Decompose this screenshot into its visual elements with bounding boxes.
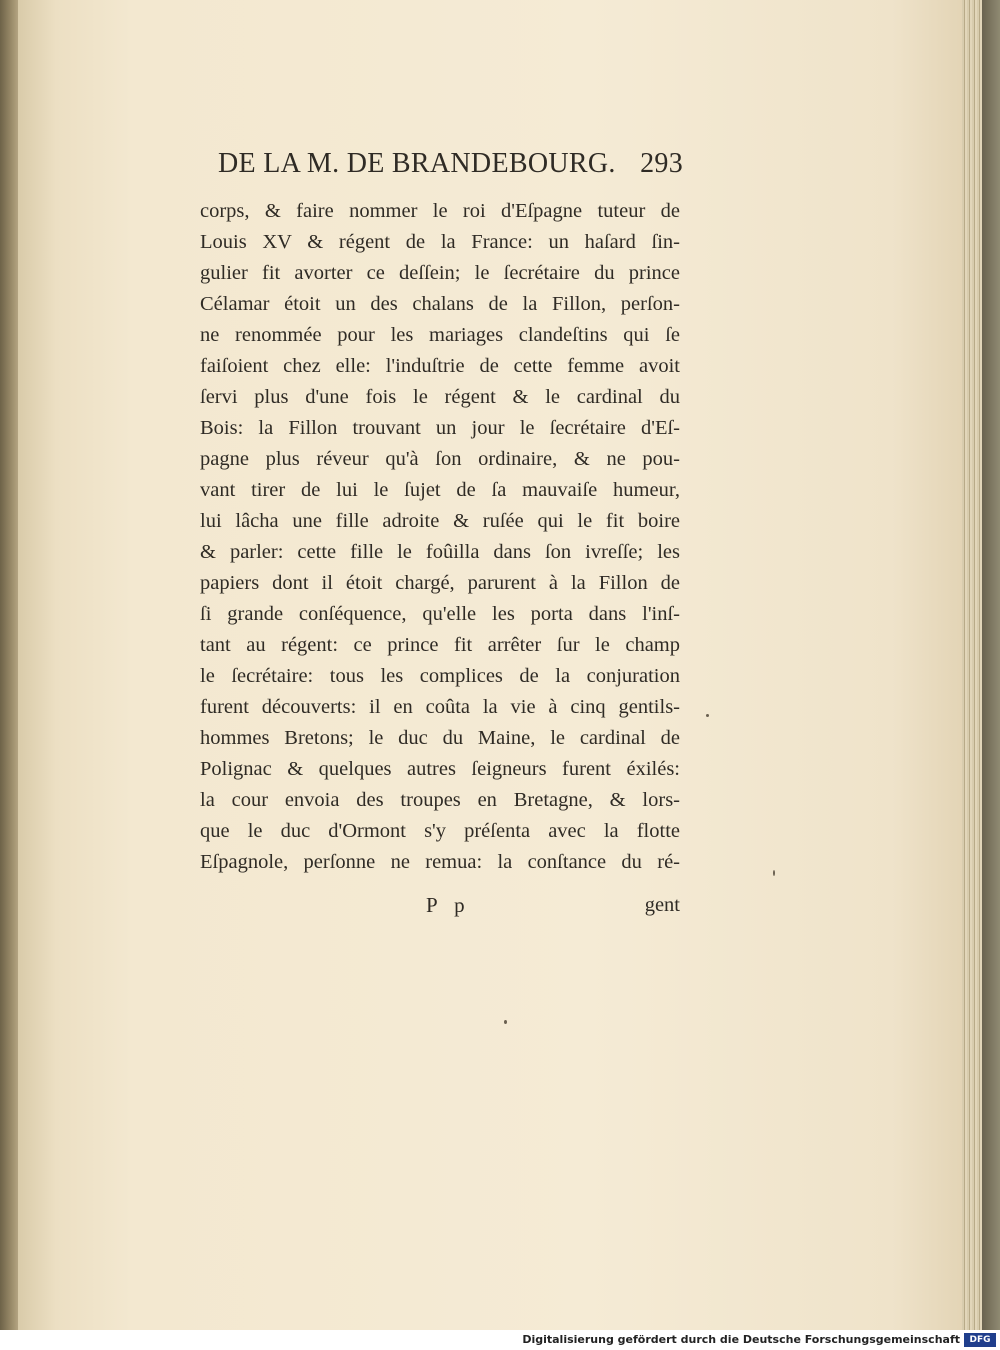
page-stack-edge (962, 0, 982, 1330)
running-head-title: DE LA M. DE BRANDEBOURG. (218, 148, 616, 179)
text-line: Polignac & quelques autres ſeigneurs furent éxilés: (200, 758, 680, 780)
text-line: que le duc d'Ormont s'y préſenta avec la flotte (200, 820, 680, 842)
text-line: ſervi plus d'une fois le régent & le cardinal du (200, 386, 680, 408)
text-line: gulier fit avorter ce deſſein; le ſecrétaire du prince (200, 262, 680, 284)
text-line: Louis XV & régent de la France: un haſard ſin- (200, 231, 680, 253)
body-text (200, 196, 680, 878)
running-head (218, 148, 683, 192)
digitization-footer (0, 1330, 1000, 1350)
paper-speck (504, 1020, 507, 1024)
text-line: hommes Bretons; le duc du Maine, le cardinal de (200, 727, 680, 749)
text-line: le ſecrétaire: tous les complices de la conjuration (200, 665, 680, 687)
catchword: gent (644, 894, 680, 916)
text-line: vant tirer de lui le ſujet de ſa mauvaiſe humeur, (200, 479, 680, 501)
scan-background (982, 0, 1000, 1330)
text-line: & parler: cette fille le foûilla dans ſon ivreſſe; les (200, 541, 680, 563)
text-line: la cour envoia des troupes en Bretagne, & lors- (200, 789, 680, 811)
footer-credit: Digitalisierung gefördert durch die Deutsche Forschungsgemeinschaft (522, 1333, 960, 1346)
text-line: Bois: la Fillon trouvant un jour le ſecrétaire d'Eſ- (200, 417, 680, 439)
paper-speck (706, 714, 709, 717)
text-line: lui lâcha une fille adroite & ruſée qui le fit boire (200, 510, 680, 532)
text-line: faiſoient chez elle: l'induſtrie de cette femme avoit (200, 355, 680, 377)
page-number: 293 (640, 148, 683, 179)
text-line: tant au régent: ce prince fit arrêter ſur le champ (200, 634, 680, 656)
paper-speck (773, 870, 775, 876)
dfg-logo: DFG (964, 1333, 996, 1347)
text-line: pagne plus réveur qu'à ſon ordinaire, & ne pou- (200, 448, 680, 470)
text-line: Eſpagnole, perſonne ne remua: la conſtance du ré- (200, 851, 680, 873)
signature-mark: P p (426, 893, 471, 917)
text-line: Célamar étoit un des chalans de la Fillon, perſon- (200, 293, 680, 315)
text-line: corps, & faire nommer le roi d'Eſpagne tuteur de (200, 200, 680, 222)
text-line: ne renommée pour les mariages clandeſtins qui ſe (200, 324, 680, 346)
text-line: ſi grande conſéquence, qu'elle les porta dans l'inſ- (200, 603, 680, 625)
text-line: furent découverts: il en coûta la vie à cinq gentils- (200, 696, 680, 718)
text-line: papiers dont il étoit chargé, parurent à la Fillon de (200, 572, 680, 594)
